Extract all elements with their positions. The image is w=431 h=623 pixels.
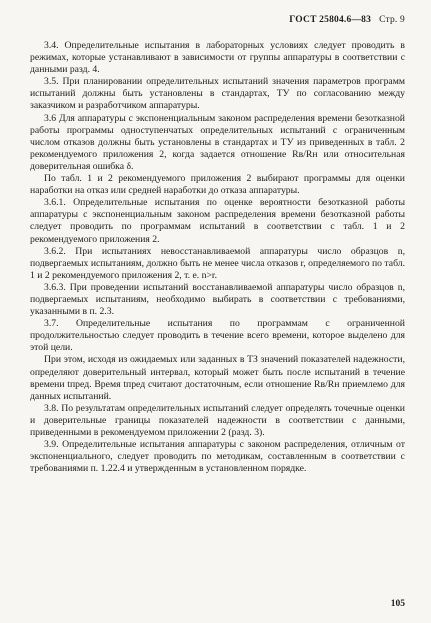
paragraph-3-6-2: 3.6.2. При испытаниях невосстанавливаемой аппаратуры число образцов n, подвергаемых испытаниям, должно быть не менее числа отказов r, определяемого по табл. 1 и 2 рекомендуемого приложения 2, т. е. n>r. <box>30 245 406 281</box>
paragraph-3-6-note: По табл. 1 и 2 рекомендуемого приложения 2 выбирают программы для оценки наработки на отказ или средней наработки до отказа аппаратуры. <box>30 173 405 197</box>
paragraph-3-5: 3.5. При планировании определительных испытаний значения параметров программ испытаний должны быть установлены в стандартах, ТУ по согласованию между заказчиком и разработчиком аппаратуры. <box>30 76 405 112</box>
paragraph-3-6-3: 3.6.3. При проведении испытаний восстанавливаемой аппаратуры число образцов n, подвергаемых испытаниям, необходимо выбирать в соответствии с требованиями, указанными в п. 2.3. <box>30 281 405 318</box>
page-header <box>289 15 405 25</box>
paragraph-3-6: 3.6 Для аппаратуры с экспоненциальным законом распределения времени безотказной работы программы одноступенчатых определительных испытаний с ограниченным числом отказов должны быть установлены в стандартах и ТУ из приведенных в табл. 2 рекомендуемого приложения 2, когда задается отношение Rв/Rн или относительная доверительная ошибка δ. <box>30 112 405 172</box>
paragraph-3-9: 3.9. Определительные испытания аппаратуры с законом распределения, отличным от экспоненциального, следует проводить по методикам, составленным в соответствии с требованиями п. 1.22.4 и утвержденным в установленном порядке. <box>30 439 405 475</box>
paragraph-3-4: 3.4. Определительные испытания в лабораторных условиях следует проводить в режимах, которые устанавливают в зависимости от группы аппаратуры в соответствии с данными разд. 4. <box>30 40 405 76</box>
paragraph-3-8: 3.8. По результатам определительных испытаний следует определять точечные оценки и доверительные границы показателей надежности в соответствии с данными, приведенными в рекомендуемом приложении 2 (разд. 3). <box>30 402 405 438</box>
page-number: 105 <box>390 599 405 609</box>
paragraph-3-7: 3.7. Определительные испытания по программам с ограниченной продолжительностью следует проводить в течение всего времени, которое выделено для этой цели. <box>30 318 405 354</box>
page-label: Стр. 9 <box>379 15 405 25</box>
standard-code: ГОСТ 25804.6—83 <box>289 15 372 25</box>
paragraph-3-6-1: 3.6.1. Определительные испытания по оценке вероятности безотказной работы аппаратуры с экспоненциальным законом распределения времени безотказной работы следует проводить по программам испытаний в соответствии с табл. 1 и 2 рекомендуемого приложения 2. <box>30 197 405 245</box>
paragraph-3-7-note: При этом, исходя из ожидаемых или заданных в ТЗ значений показателей надежности, определяют доверительный интервал, который может быть после испытаний в течение времени tпред. Время tпред считают достаточным, если отношение Rв/Rн приемлемо для данных испытаний. <box>30 354 405 402</box>
body-text <box>30 40 405 475</box>
